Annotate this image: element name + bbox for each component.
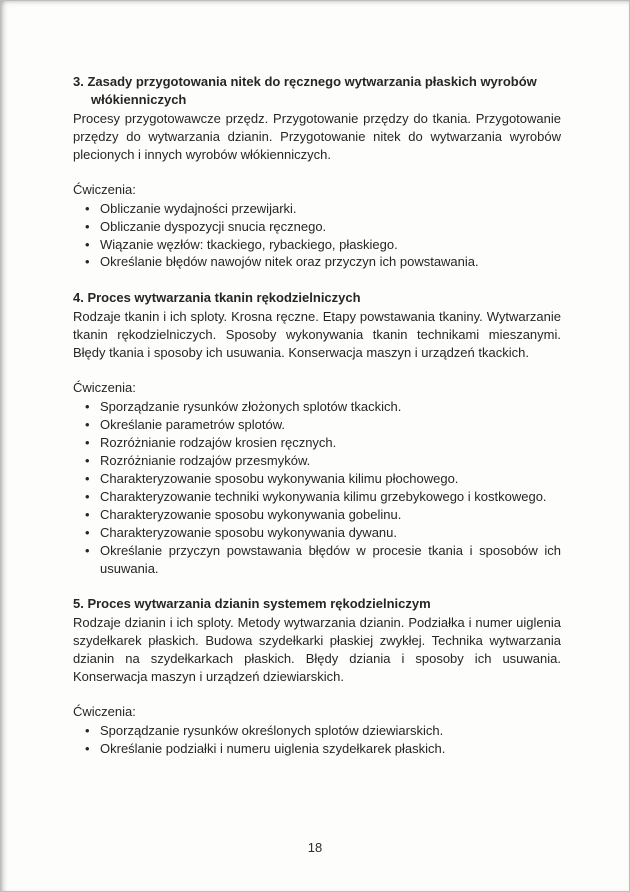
exercise-item: • Określanie błędów nawojów nitek oraz przyczyn ich powstawania. — [85, 253, 561, 271]
exercise-item: • Rozróżnianie rodzajów przesmyków. — [85, 452, 561, 470]
exercise-item: • Charakteryzowanie sposobu wykonywania gobelinu. — [85, 506, 561, 524]
exercise-item: • Wiązanie węzłów: tkackiego, rybackiego, płaskiego. — [85, 236, 561, 254]
section-body: Procesy przygotowawcze przędz. Przygotowanie przędzy do tkania. Przygotowanie przędzy do wytwarzania dzianin. Przygotowanie nitek do wytwarzania wyrobów plecionych i innych wyrobów włókienniczych. — [73, 110, 561, 162]
section-heading: 5. Proces wytwarzania dzianin systemem rękodzielniczym — [73, 596, 431, 612]
exercise-item: • Określanie przyczyn powstawania błędów w procesie tkania i sposobów ich usuwania. — [85, 542, 561, 578]
exercise-item: • Charakteryzowanie techniki wykonywania kilimu grzebykowego i kostkowego. — [85, 488, 561, 506]
exercises-list — [73, 398, 561, 577]
section-heading: 4. Proces wytwarzania tkanin rękodzielniczych — [73, 290, 361, 306]
exercise-item: • Charakteryzowanie sposobu wykonywania kilimu płochowego. — [85, 470, 561, 488]
exercise-item: • Obliczanie wydajności przewijarki. — [85, 200, 561, 218]
section-body: Rodzaje dzianin i ich sploty. Metody wytwarzania dzianin. Podziałka i numer uiglenia szydełkarek płaskich. Budowa szydełkarki płaskiej zwykłej. Technika wytwarzania dzianin na szydełkarkach płaskich. Błędy dziania i sposoby ich usuwania. Konserwacja maszyn i urządzeń dziewiarskich. — [73, 615, 561, 685]
section-3 — [73, 73, 561, 271]
section-body: Rodzaje tkanin i ich sploty. Krosna ręczne. Etapy powstawania tkaniny. Wytwarzanie tkanin rękodzielniczych. Sposoby wykonywania tkanin technikami mieszanymi. Błędy tkania i sposoby ich usuwania. Konserwacja maszyn i urządzeń tkackich. — [73, 309, 561, 361]
exercise-item: • Sporządzanie rysunków określonych splotów dziewiarskich. — [85, 722, 561, 740]
section-5 — [73, 595, 561, 758]
page-number: 18 — [307, 840, 323, 856]
section-4 — [73, 289, 561, 577]
exercise-item: • Obliczanie dyspozycji snucia ręcznego. — [85, 218, 561, 236]
exercise-item: • Określanie parametrów splotów. — [85, 416, 561, 434]
exercises-label: Ćwiczenia: — [73, 181, 136, 197]
exercises-list — [73, 722, 561, 758]
exercise-item: • Charakteryzowanie sposobu wykonywania dywanu. — [85, 524, 561, 542]
exercise-item: • Rozróżnianie rodzajów krosien ręcznych. — [85, 434, 561, 452]
exercises-label: Ćwiczenia: — [73, 380, 136, 396]
exercise-item: • Określanie podziałki i numeru uiglenia szydełkarek płaskich. — [85, 740, 561, 758]
exercises-list — [73, 200, 561, 272]
exercises-label: Ćwiczenia: — [73, 704, 136, 720]
section-heading: 3. Zasady przygotowania nitek do ręcznego wytwarzania płaskich wyrobów włókienniczych — [73, 74, 537, 107]
exercise-item: • Sporządzanie rysunków złożonych splotów tkackich. — [85, 398, 561, 416]
